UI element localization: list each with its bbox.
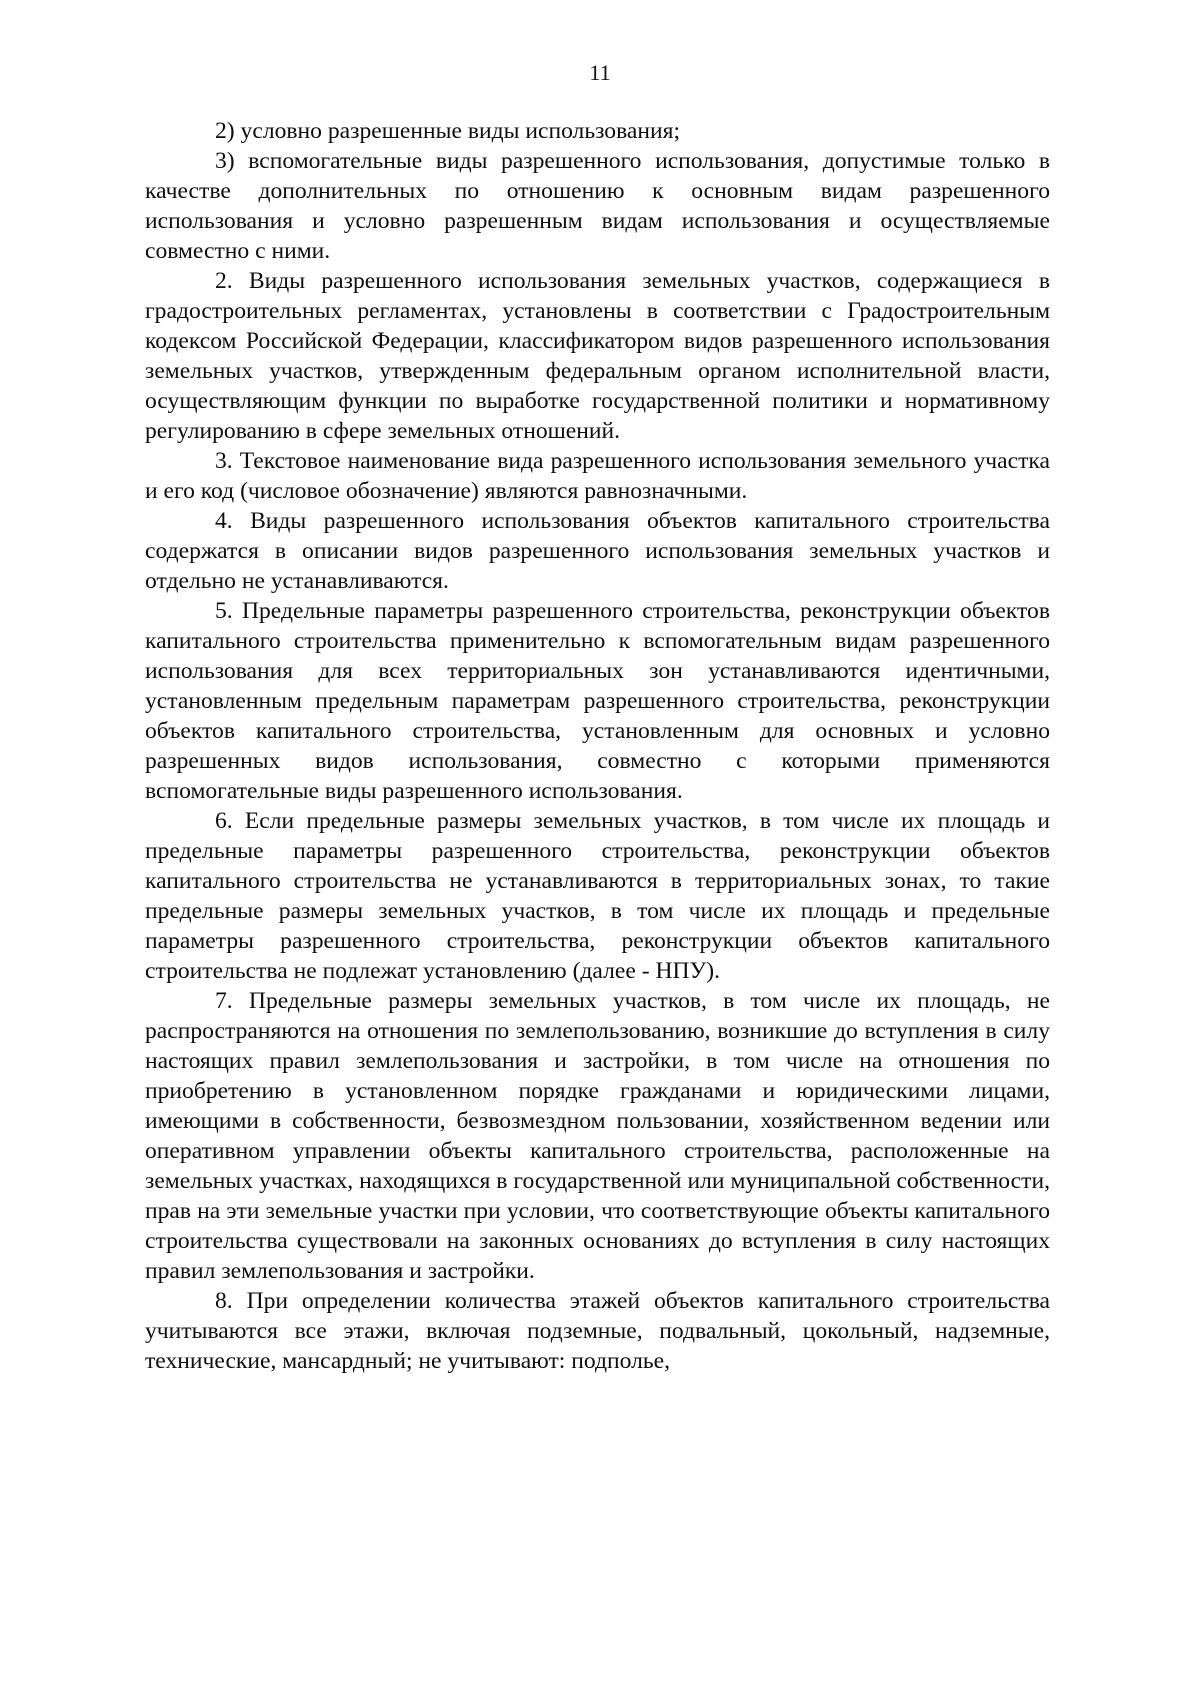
paragraph-item-4: 4. Виды разрешенного использования объектов капитального строительства содержатся в описании видов разрешенного использования земельных участков и отдельно не устанавливаются. <box>145 508 1050 594</box>
paragraph-item-3: 3. Текстовое наименование вида разрешенного использования земельного участка и его код (числовое обозначение) являются равнозначными. <box>145 448 1050 504</box>
paragraph-conditional-uses: 2) условно разрешенные виды использования; <box>215 118 681 144</box>
document-body <box>145 116 1050 1376</box>
paragraph-item-5: 5. Предельные параметры разрешенного строительства, реконструкции объектов капитального строительства применительно к вспомогательным видам разрешенного использования для всех территориальных зон устанавливаются идентичными, установленным предельным параметрам разрешенного строительства, реконструкции объектов капитального строительства, установленным для основных и условно разрешенных видов использования, совместно с которыми применяются вспомогательные виды разрешенного использования. <box>145 598 1050 804</box>
paragraph-item-7: 7. Предельные размеры земельных участков, в том числе их площадь, не распространяются на отношения по землепользованию, возникшие до вступления в силу настоящих правил землепользования и застройки, в том числе на отношения по приобретению в установленном порядке гражданами и юридическими лицами, имеющими в собственности, безвозмездном пользовании, хозяйственном ведении или оперативном управлении объекты капитального строительства, расположенные на земельных участках, находящихся в государственной или муниципальной собственности, прав на эти земельные участки при условии, что соответствующие объекты капитального строительства существовали на законных основаниях до вступления в силу настоящих правил землепользования и застройки. <box>145 988 1050 1284</box>
paragraph-auxiliary-uses: 3) вспомогательные виды разрешенного использования, допустимые только в качестве дополнительных по отношению к основным видам разрешенного использования и условно разрешенным видам использования и осуществляемые совместно с ними. <box>145 148 1050 264</box>
paragraph-item-2: 2. Виды разрешенного использования земельных участков, содержащиеся в градостроительных регламентах, установлены в соответствии с Градостроительным кодексом Российской Федерации, классификатором видов разрешенного использования земельных участков, утвержденным федеральным органом исполнительной власти, осуществляющим функции по выработке государственной политики и нормативному регулированию в сфере земельных отношений. <box>145 268 1050 444</box>
paragraph-item-8: 8. При определении количества этажей объектов капитального строительства учитываются все этажи, включая подземные, подвальный, цокольный, надземные, технические, мансардный; не учитывают: подполье, <box>145 1288 1050 1374</box>
paragraph-item-6: 6. Если предельные размеры земельных участков, в том числе их площадь и предельные параметры разрешенного строительства, реконструкции объектов капитального строительства не устанавливаются в территориальных зонах, то такие предельные размеры земельных участков, в том числе их площадь и предельные параметры разрешенного строительства, реконструкции объектов капитального строительства не подлежат установлению (далее - НПУ). <box>145 808 1050 984</box>
page-number: 11 <box>589 60 611 85</box>
